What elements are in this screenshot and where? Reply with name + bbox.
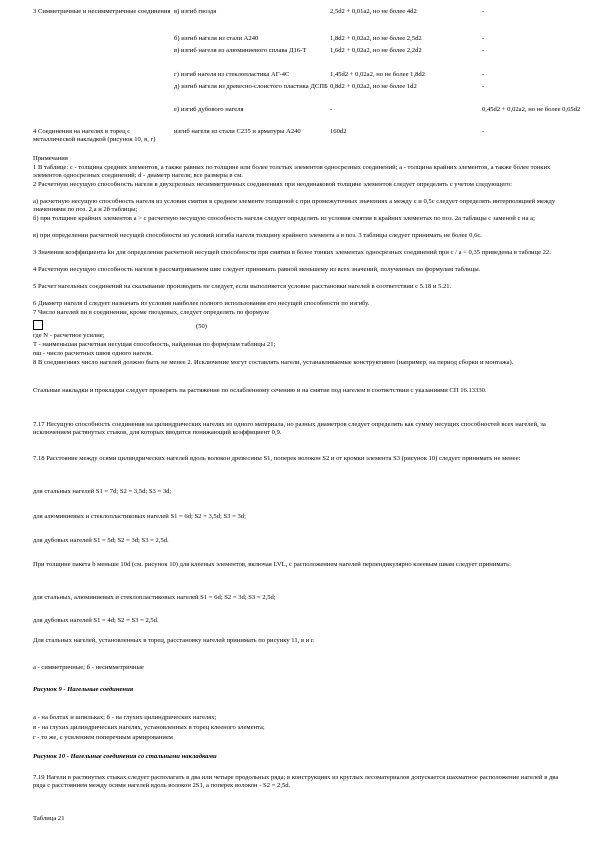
spacing-steel: для стальных нагелей S1 = 7d; S2 = 3,5d; S3 = 3d; (33, 488, 172, 495)
figure-10-caption-b: в - на глухих цилиндрических нагелях, установленных в торец клееного элемента; (33, 724, 265, 731)
note-3: 3 Значения коэффициента kн для определения расчетной несущей способности при смятии в более тонких элементах односрезных соединений при с / а < 0,35 приведены в таблице 22. (33, 249, 551, 256)
note-5: 5 Расчет нагельных соединений на скалывание производить не следует, если выполняется условие расстановки нагелей в соответствии с 5.18 и 5.21. (33, 283, 452, 290)
formula-image (33, 320, 47, 330)
table-cell: изгиб нагеля из стали С235 и арматуры А240 (174, 128, 301, 135)
table-cell: е) изгиб дубового нагеля (174, 106, 244, 113)
note-2b: б) при толщине крайних элементов а > с расчетную несущую способность нагеля следует определять из условия смятия в крайних элементах по поз. 2а таблицы с заменой с на а; (33, 215, 535, 222)
table-cell: 2,5d2 + 0,01a2, но не более 4d2 (330, 8, 417, 15)
table-cell: 160d2 (330, 128, 347, 135)
table-cell: 0,45d2 + 0,02a2, но не более 0,65d2 (482, 106, 581, 113)
note-where-n: где N - расчетное усилие; (33, 332, 105, 339)
table-21-label: Таблица 21 (33, 815, 65, 822)
spacing-aluminium: для алюминиевых и стеклопластиковых нагелей S1 = 6d; S2 = 3,5d; S3 = 3d; (33, 513, 246, 520)
note-where-t: T - наименьшая расчетная несущая способность, найденная по формулам таблицы 21; (33, 341, 276, 348)
table-cell-joint-type: 4 Соединения на нагелях в торец с металлической накладкой (рисунок 10, в, г) (33, 128, 156, 143)
note-7: 7 Число нагелей nн в соединении, кроме гвоздевых, следует определять по формуле (33, 309, 270, 316)
table-cell: 1,45d2 + 0,02a2, но не более 1,8d2 (330, 71, 425, 78)
paragraph-7-19: 7.19 Нагели в растянутых стыках следует располагать в два или четыре продольных ряда; в конструкциях из круглых лесоматериалов допускается шахматное расположение нагелей в два ряда с расстоянием между осями нагелей вдоль волокон 2S1, а поперек волокон - S2 = 2,5d. (33, 774, 559, 789)
note-2a: а) расчетную несущую способность нагеля из условия смятия в среднем элементе толщиной с при промежуточных значениях а между с и 0,5с следует определять интерполяцией между значениями по поз. 2,а и 2б таблицы; (33, 198, 556, 213)
note-2: 2 Расчетную несущую способность нагеля в двухсрезных несимметричных соединениях при неодинаковой толщине элементов следует определять с учетом следующего: (33, 181, 512, 188)
note-4: 4 Расчетную несущую способность нагеля в рассматриваемом шве следует принимать равной меньшему из всех значений, полученных по формулам таблицы. (33, 266, 481, 273)
figure-9-title: Рисунок 9 - Нагельные соединения (33, 686, 134, 693)
spacing-steel-2: для стальных, алюминиевых и стеклопластиковых нагелей S1 = 6d; S2 = 3d; S3 = 2,5d; (33, 594, 276, 601)
note-2c: в) при определении расчетной несущей способности из условий изгиба нагеля толщину крайнего элемента а в поз. 3 таблицы следует принимать не более 0,6с. (33, 232, 482, 239)
table-cell: - (482, 71, 485, 78)
table-cell: - (482, 8, 485, 15)
table-cell: 3 Симметричные и несимметричные соединения (33, 8, 171, 15)
figure-10-caption-c: г - то же, с усилением поперечным армированием (33, 734, 173, 741)
table-cell: - (482, 35, 485, 42)
table-cell: д) изгиб нагеля из древесно-слоистого пластика ДСПБ (174, 83, 328, 90)
table-cell: 1,6d2 + 0,02a2, но не более 2,2d2 (330, 47, 422, 54)
table-cell: - (482, 47, 485, 54)
table-cell: - (482, 83, 485, 90)
figure-10-caption-a: а - на болтах и шпильках; б - на глухих цилиндрических нагелях; (33, 714, 217, 721)
paragraph-thickness-10d: При толщине пакета b меньше 10d (см. рисунок 10) для клееных элементов, включая LVL, с расположением нагелей перпендикулярно клеевым швам следует принимать: (33, 561, 511, 568)
table-cell: г) изгиб нагеля из стеклопластика АГ-4С (174, 71, 290, 78)
figure-9-caption-parts: а - симметричные; б - несимметричные (33, 664, 144, 671)
formula-placeholder-icon (33, 320, 43, 330)
table-cell: в) изгиб нагеля из алюминиевого сплава Д16-Т (174, 47, 307, 54)
notes-heading: Примечания (33, 155, 68, 162)
note-1: 1 В таблице: с - толщина средних элементов, а также равных по толщине или более толстых элементов односрезных соединений; а - толщина крайних элементов, а также более тонких элементов односрезных соединений; d - диаметр нагеля; все размеры в см. (33, 164, 551, 179)
table-cell: 1,8d2 + 0,02a2, но не более 2,5d2 (330, 35, 422, 42)
note-where-nsh: nш - число расчетных швов одного нагеля. (33, 350, 153, 357)
table-cell: б) изгиб нагеля из стали А240 (174, 35, 259, 42)
spacing-oak: для дубовых нагелей S1 = 5d; S2 = 3d; S3 = 2,5d. (33, 537, 169, 544)
table-cell: - (330, 106, 333, 113)
table-cell: 0,8d2 + 0,02a2, но не более 1d2 (330, 83, 417, 90)
note-6: 6 Диаметр нагеля d следует назначать из условия наиболее полного использования его несущей способности по изгибу. (33, 300, 370, 307)
paragraph-7-17: 7.17 Несущую способность соединения на цилиндрических нагелях из одного материала, но разных диаметров следует определять как сумму несущих способностей всех нагелей, за исключением растянутых стыков, для которых вводится понижающий коэффициент 0,9. (33, 421, 546, 436)
paragraph-end-dowels: Для стальных нагелей, установленных в торец, расстановку нагелей принимать по рисунку 11, в и г. (33, 637, 315, 644)
table-cell: - (482, 128, 485, 135)
table-cell: в) изгиб гвоздя (174, 8, 217, 15)
note-8: 8 В соединениях число нагелей должно быть не менее 2. Исключение могут составлять нагели, устанавливаемые конструктивно (например, на период сборки и монтажа). (33, 359, 514, 366)
figure-10-title: Рисунок 10 - Нагельные соединения со стальными накладками (33, 753, 217, 760)
spacing-oak-2: для дубовых нагелей S1 = 4d; S2 = S3 = 2,5d. (33, 617, 159, 624)
paragraph-7-18: 7.18 Расстояние между осями цилиндрических нагелей вдоль волокон древесины S1, поперек волокон S2 и от кромки элемента S3 (рисунок 10) следует принимать не менее: (33, 455, 521, 462)
paragraph-steel-plates: Стальные накладки и прокладки следует проверять на растяжение по ослабленному сечению и на смятие под нагелем в соответствии с указаниями СП 16.13330. (33, 387, 487, 394)
formula-number: (50) (196, 323, 207, 330)
